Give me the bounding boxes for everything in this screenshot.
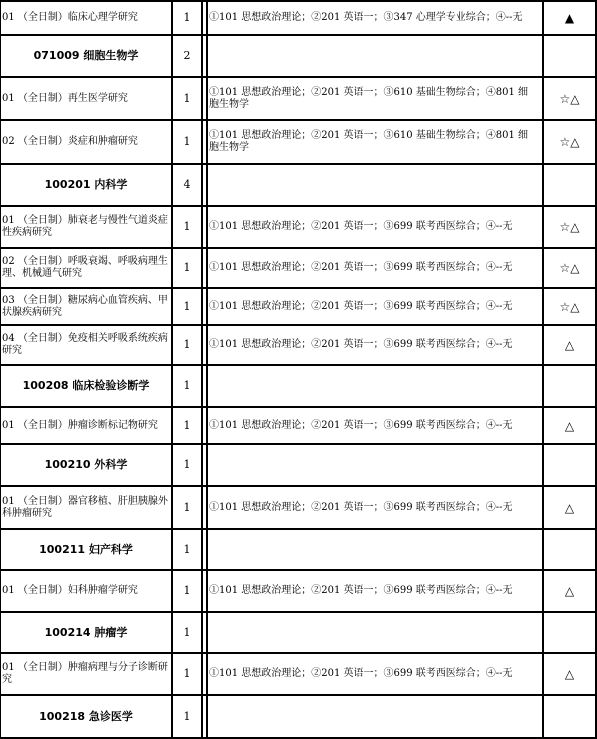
table-row	[0, 78, 597, 121]
exam-subjects	[208, 613, 544, 654]
exam-subjects	[208, 445, 544, 487]
remark-symbol: ☆△	[544, 207, 597, 249]
exam-subjects: ①101 思想政治理论；②201 英语一；③699 联考西医综合；④--无	[208, 654, 544, 696]
exam-subjects: ①101 思想政治理论；②201 英语一；③699 联考西医综合；④--无	[208, 571, 544, 613]
remark-symbol: ☆△	[544, 78, 597, 121]
research-direction: 01 （全日制）器官移植、肝胆胰腺外科肿瘤研究	[0, 487, 173, 530]
enrollment-count: 1	[173, 487, 203, 530]
remark-symbol: △	[544, 408, 597, 445]
remark-symbol	[544, 36, 597, 78]
enrollment-count: 1	[173, 249, 203, 289]
remark-symbol	[544, 165, 597, 207]
table-row	[0, 289, 597, 326]
table-row	[0, 121, 597, 165]
remark-symbol: ▲	[544, 0, 597, 36]
major-name: 100214 肿瘤学	[0, 613, 173, 654]
enrollment-count: 2	[173, 36, 203, 78]
major-row	[0, 530, 597, 571]
exam-subjects: ①101 思想政治理论；②201 英语一；③699 联考西医综合；④--无	[208, 326, 544, 366]
remark-symbol: ☆△	[544, 121, 597, 165]
major-name: 100208 临床检验诊断学	[0, 366, 173, 408]
exam-subjects	[208, 366, 544, 408]
remark-symbol	[544, 613, 597, 654]
exam-subjects: ①101 思想政治理论；②201 英语一；③347 心理学专业综合；④--无	[208, 0, 544, 36]
enrollment-count: 1	[173, 366, 203, 408]
enrollment-count: 1	[173, 326, 203, 366]
remark-symbol: △	[544, 654, 597, 696]
research-direction: 01 （全日制）临床心理学研究	[0, 0, 173, 36]
enrollment-count: 1	[173, 408, 203, 445]
enrollment-count: 1	[173, 207, 203, 249]
major-name: 100201 内科学	[0, 165, 173, 207]
enrollment-count: 1	[173, 0, 203, 36]
remark-symbol	[544, 696, 597, 739]
major-name: 100211 妇产科学	[0, 530, 173, 571]
major-row	[0, 445, 597, 487]
table-row	[0, 654, 597, 696]
enrollment-count: 1	[173, 445, 203, 487]
major-name: 100210 外科学	[0, 445, 173, 487]
exam-subjects	[208, 530, 544, 571]
major-row	[0, 613, 597, 654]
table-row	[0, 249, 597, 289]
major-row	[0, 36, 597, 78]
enrollment-count: 4	[173, 165, 203, 207]
research-direction: 02 （全日制）呼吸衰竭、呼吸病理生理、机械通气研究	[0, 249, 173, 289]
research-direction: 01 （全日制）肺衰老与慢性气道炎症性疾病研究	[0, 207, 173, 249]
enrollment-count: 1	[173, 571, 203, 613]
exam-subjects: ①101 思想政治理论；②201 英语一；③699 联考西医综合；④--无	[208, 207, 544, 249]
remark-symbol: △	[544, 571, 597, 613]
research-direction: 01 （全日制）再生医学研究	[0, 78, 173, 121]
table-row	[0, 326, 597, 366]
research-direction: 03 （全日制）糖尿病心血管疾病、甲状腺疾病研究	[0, 289, 173, 326]
exam-subjects: ①101 思想政治理论；②201 英语一；③699 联考西医综合；④--无	[208, 289, 544, 326]
exam-subjects	[208, 696, 544, 739]
remark-symbol	[544, 530, 597, 571]
exam-subjects: ①101 思想政治理论；②201 英语一；③610 基础生物综合；④801 细胞生物学	[208, 121, 544, 165]
enrollment-count: 1	[173, 121, 203, 165]
research-direction: 01 （全日制）妇科肿瘤学研究	[0, 571, 173, 613]
enrollment-count: 1	[173, 530, 203, 571]
exam-subjects: ①101 思想政治理论；②201 英语一；③699 联考西医综合；④--无	[208, 487, 544, 530]
major-row	[0, 696, 597, 739]
major-name: 071009 细胞生物学	[0, 36, 173, 78]
research-direction: 01 （全日制）肿瘤病理与分子诊断研究	[0, 654, 173, 696]
research-direction: 02 （全日制）炎症和肿瘤研究	[0, 121, 173, 165]
remark-symbol: △	[544, 326, 597, 366]
research-direction: 01 （全日制）肿瘤诊断标记物研究	[0, 408, 173, 445]
enrollment-count: 1	[173, 78, 203, 121]
table-row	[0, 207, 597, 249]
enrollment-count: 1	[173, 696, 203, 739]
table-row	[0, 487, 597, 530]
remark-symbol: ☆△	[544, 289, 597, 326]
exam-subjects	[208, 36, 544, 78]
remark-symbol	[544, 366, 597, 408]
major-row	[0, 366, 597, 408]
exam-subjects: ①101 思想政治理论；②201 英语一；③699 联考西医综合；④--无	[208, 408, 544, 445]
table-row	[0, 0, 597, 36]
exam-subjects	[208, 165, 544, 207]
remark-symbol: △	[544, 487, 597, 530]
table-row	[0, 571, 597, 613]
remark-symbol	[544, 445, 597, 487]
enrollment-count: 1	[173, 654, 203, 696]
remark-symbol: ☆△	[544, 249, 597, 289]
exam-subjects: ①101 思想政治理论；②201 英语一；③699 联考西医综合；④--无	[208, 249, 544, 289]
exam-subjects: ①101 思想政治理论；②201 英语一；③610 基础生物综合；④801 细胞生物学	[208, 78, 544, 121]
research-direction: 04 （全日制）免疫相关呼吸系统疾病研究	[0, 326, 173, 366]
major-name: 100218 急诊医学	[0, 696, 173, 739]
table-row	[0, 408, 597, 445]
major-row	[0, 165, 597, 207]
enrollment-count: 1	[173, 613, 203, 654]
enrollment-count: 1	[173, 289, 203, 326]
